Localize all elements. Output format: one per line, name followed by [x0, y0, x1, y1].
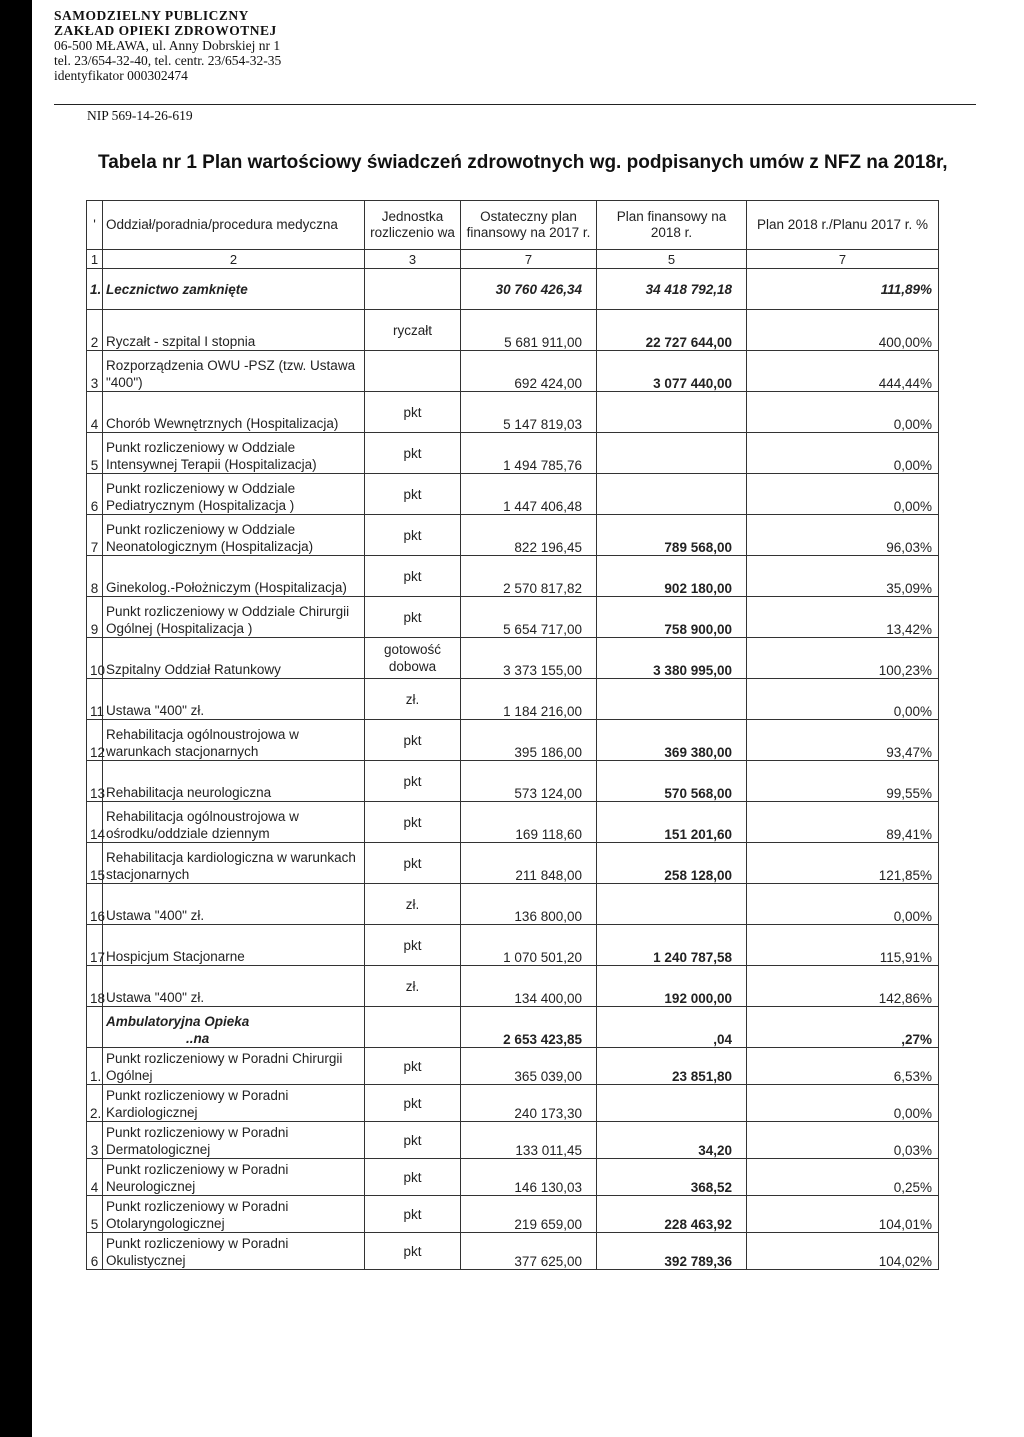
table-row — [87, 925, 939, 966]
row-ratio: 99,55% — [747, 761, 939, 802]
row-number: 4 — [87, 392, 103, 433]
row-number: 2. — [87, 1085, 103, 1122]
row-ratio: 121,85% — [747, 843, 939, 884]
table-row — [87, 966, 939, 1007]
section-ratio: 111,89% — [747, 269, 939, 310]
table-header-row — [87, 201, 939, 250]
document-title: Tabela nr 1 Plan wartościowy świadczeń zdrowotnych wg. podpisanych umów z NFZ na 2018r, — [98, 152, 948, 173]
row-number: 11 — [87, 679, 103, 720]
org-name-line2: ZAKŁAD OPIEKI ZDROWOTNEJ — [54, 23, 277, 38]
row-ratio: 0,00% — [747, 884, 939, 925]
row-number: 6 — [87, 1233, 103, 1270]
row-plan-2017: 5 147 819,03 — [461, 392, 597, 433]
section-unit — [365, 1007, 461, 1048]
row-number: 3 — [87, 1122, 103, 1159]
row-unit: pkt — [365, 1085, 461, 1122]
row-unit: gotowość dobowa — [365, 638, 461, 679]
row-ratio: 89,41% — [747, 802, 939, 843]
row-unit — [365, 351, 461, 392]
section-plan-2017: 30 760 426,34 — [461, 269, 597, 310]
row-unit: pkt — [365, 1159, 461, 1196]
row-plan-2018: 258 128,00 — [597, 843, 747, 884]
column-number: 1 — [87, 250, 103, 269]
row-ratio: 0,00% — [747, 433, 939, 474]
row-plan-2017: 136 800,00 — [461, 884, 597, 925]
row-unit: pkt — [365, 1233, 461, 1270]
section-no — [87, 1007, 103, 1048]
row-unit: pkt — [365, 1048, 461, 1085]
section-name — [103, 1007, 365, 1048]
row-number: 10 — [87, 638, 103, 679]
table-row — [87, 761, 939, 802]
table-row — [87, 474, 939, 515]
section-plan-2018: ,04 — [597, 1007, 747, 1048]
row-number: 12 — [87, 720, 103, 761]
row-ratio: 104,01% — [747, 1196, 939, 1233]
table-row — [87, 392, 939, 433]
row-unit: zł. — [365, 966, 461, 1007]
table-row — [87, 720, 939, 761]
row-plan-2017: 822 196,45 — [461, 515, 597, 556]
table-row — [87, 638, 939, 679]
row-number: 7 — [87, 515, 103, 556]
section-unit — [365, 269, 461, 310]
header-lp: ' — [87, 201, 103, 250]
row-name: Punkt rozliczeniowy w Poradni Okulistycznej — [103, 1233, 365, 1270]
table-row — [87, 515, 939, 556]
section-ratio: ,27% — [747, 1007, 939, 1048]
document-page — [32, 0, 1024, 1437]
ambulatory-rows — [87, 1048, 939, 1270]
row-ratio: 0,03% — [747, 1122, 939, 1159]
row-name: Punkt rozliczeniowy w Oddziale Chirurgii Ogólnej (Hospitalizacja ) — [103, 597, 365, 638]
row-plan-2017: 5 654 717,00 — [461, 597, 597, 638]
table-row — [87, 1196, 939, 1233]
row-plan-2017: 1 070 501,20 — [461, 925, 597, 966]
row-plan-2018 — [597, 433, 747, 474]
row-ratio: 6,53% — [747, 1048, 939, 1085]
row-number: 2 — [87, 310, 103, 351]
column-number: 7 — [747, 250, 939, 269]
row-name: Ustawa "400" zł. — [103, 884, 365, 925]
row-number: 1. — [87, 1048, 103, 1085]
row-plan-2017: 134 400,00 — [461, 966, 597, 1007]
column-number: 3 — [365, 250, 461, 269]
table-row — [87, 843, 939, 884]
row-ratio: 13,42% — [747, 597, 939, 638]
column-number: 2 — [103, 250, 365, 269]
row-plan-2018: 34,20 — [597, 1122, 747, 1159]
row-plan-2017: 573 124,00 — [461, 761, 597, 802]
row-plan-2017: 395 186,00 — [461, 720, 597, 761]
row-plan-2017: 1 447 406,48 — [461, 474, 597, 515]
row-name: Chorób Wewnętrznych (Hospitalizacja) — [103, 392, 365, 433]
table-row — [87, 556, 939, 597]
header-rule — [54, 104, 976, 105]
row-plan-2018: 1 240 787,58 — [597, 925, 747, 966]
row-name: Ustawa "400" zł. — [103, 966, 365, 1007]
row-plan-2017: 219 659,00 — [461, 1196, 597, 1233]
row-name: Hospicjum Stacjonarne — [103, 925, 365, 966]
table-row — [87, 1159, 939, 1196]
row-name: Punkt rozliczeniowy w Poradni Otolaryngologicznej — [103, 1196, 365, 1233]
section-plan-2017: 2 653 423,85 — [461, 1007, 597, 1048]
row-plan-2018: 392 789,36 — [597, 1233, 747, 1270]
section-name-line2: ..na — [186, 1031, 210, 1046]
row-unit: ryczałt — [365, 310, 461, 351]
row-unit: pkt — [365, 1196, 461, 1233]
table-row — [87, 884, 939, 925]
header-ratio: Plan 2018 r./Planu 2017 r. % — [747, 201, 939, 250]
row-name: Rehabilitacja kardiologiczna w warunkach stacjonarnych — [103, 843, 365, 884]
row-ratio: 96,03% — [747, 515, 939, 556]
inpatient-rows — [87, 310, 939, 1007]
row-plan-2017: 1 494 785,76 — [461, 433, 597, 474]
table-row — [87, 1233, 939, 1270]
row-plan-2017: 377 625,00 — [461, 1233, 597, 1270]
row-ratio: 0,25% — [747, 1159, 939, 1196]
column-number: 5 — [597, 250, 747, 269]
column-number-row — [87, 250, 939, 269]
row-name: Rozporządzenia OWU -PSZ (tzw. Ustawa "400") — [103, 351, 365, 392]
row-plan-2018: 902 180,00 — [597, 556, 747, 597]
row-unit: pkt — [365, 925, 461, 966]
section-row-ambulatory — [87, 1007, 939, 1048]
row-plan-2018 — [597, 679, 747, 720]
row-plan-2018 — [597, 392, 747, 433]
org-nip: NIP 569-14-26-619 — [87, 108, 193, 123]
header-plan-2018: Plan finansowy na 2018 r. — [597, 201, 747, 250]
row-plan-2017: 5 681 911,00 — [461, 310, 597, 351]
table-row — [87, 351, 939, 392]
row-plan-2018: 368,52 — [597, 1159, 747, 1196]
row-ratio: 444,44% — [747, 351, 939, 392]
table-row — [87, 1048, 939, 1085]
row-name: Punkt rozliczeniowy w Poradni Chirurgii Ogólnej — [103, 1048, 365, 1085]
row-number: 15 — [87, 843, 103, 884]
row-name: Punkt rozliczeniowy w Poradni Kardiologicznej — [103, 1085, 365, 1122]
row-unit: pkt — [365, 761, 461, 802]
row-unit: zł. — [365, 679, 461, 720]
row-name: Szpitalny Oddział Ratunkowy — [103, 638, 365, 679]
row-number: 8 — [87, 556, 103, 597]
row-unit: zł. — [365, 884, 461, 925]
row-plan-2018: 789 568,00 — [597, 515, 747, 556]
row-ratio: 0,00% — [747, 1085, 939, 1122]
row-ratio: 0,00% — [747, 679, 939, 720]
row-name: Punkt rozliczeniowy w Oddziale Intensywnej Terapii (Hospitalizacja) — [103, 433, 365, 474]
plan-table — [86, 200, 939, 1270]
row-plan-2018 — [597, 1085, 747, 1122]
row-plan-2017: 3 373 155,00 — [461, 638, 597, 679]
row-plan-2018: 758 900,00 — [597, 597, 747, 638]
table-row — [87, 679, 939, 720]
row-name: Punkt rozliczeniowy w Oddziale Pediatrycznym (Hospitalizacja ) — [103, 474, 365, 515]
row-plan-2018 — [597, 474, 747, 515]
row-plan-2017: 2 570 817,82 — [461, 556, 597, 597]
row-number: 4 — [87, 1159, 103, 1196]
row-unit: pkt — [365, 597, 461, 638]
row-name: Punkt rozliczeniowy w Poradni Dermatologicznej — [103, 1122, 365, 1159]
row-ratio: 93,47% — [747, 720, 939, 761]
org-phones: tel. 23/654-32-40, tel. centr. 23/654-32-35 — [54, 53, 282, 68]
section-plan-2018: 34 418 792,18 — [597, 269, 747, 310]
row-unit: pkt — [365, 474, 461, 515]
table-row — [87, 802, 939, 843]
row-plan-2017: 365 039,00 — [461, 1048, 597, 1085]
row-plan-2018: 3 380 995,00 — [597, 638, 747, 679]
row-number: 16 — [87, 884, 103, 925]
table-row — [87, 1085, 939, 1122]
row-name: Rehabilitacja neurologiczna — [103, 761, 365, 802]
row-ratio: 35,09% — [747, 556, 939, 597]
row-unit: pkt — [365, 515, 461, 556]
row-number: 13 — [87, 761, 103, 802]
row-unit: pkt — [365, 392, 461, 433]
row-number: 3 — [87, 351, 103, 392]
row-plan-2018: 570 568,00 — [597, 761, 747, 802]
table-row — [87, 1122, 939, 1159]
section-no: 1. — [87, 269, 103, 310]
section-name-line1: Ambulatoryjna Opieka — [106, 1014, 250, 1029]
header-settlement-unit: Jednostka rozliczenio wa — [365, 201, 461, 250]
row-ratio: 400,00% — [747, 310, 939, 351]
section-name: Lecznictwo zamknięte — [103, 269, 365, 310]
table-row — [87, 597, 939, 638]
org-address: 06-500 MŁAWA, ul. Anny Dobrskiej nr 1 — [54, 38, 281, 53]
row-number: 9 — [87, 597, 103, 638]
row-plan-2018: 3 077 440,00 — [597, 351, 747, 392]
row-ratio: 0,00% — [747, 474, 939, 515]
row-plan-2018: 192 000,00 — [597, 966, 747, 1007]
section-row-inpatient — [87, 269, 939, 310]
row-number: 5 — [87, 433, 103, 474]
row-plan-2018: 151 201,60 — [597, 802, 747, 843]
row-plan-2017: 1 184 216,00 — [461, 679, 597, 720]
row-plan-2018: 228 463,92 — [597, 1196, 747, 1233]
row-name: Punkt rozliczeniowy w Poradni Neurologicznej — [103, 1159, 365, 1196]
row-ratio: 142,86% — [747, 966, 939, 1007]
row-plan-2017: 692 424,00 — [461, 351, 597, 392]
row-ratio: 0,00% — [747, 392, 939, 433]
row-unit: pkt — [365, 802, 461, 843]
row-plan-2017: 169 118,60 — [461, 802, 597, 843]
header-plan-2017: Ostateczny plan finansowy na 2017 r. — [461, 201, 597, 250]
row-plan-2017: 146 130,03 — [461, 1159, 597, 1196]
row-number: 5 — [87, 1196, 103, 1233]
row-plan-2018: 23 851,80 — [597, 1048, 747, 1085]
row-plan-2017: 211 848,00 — [461, 843, 597, 884]
row-plan-2018 — [597, 884, 747, 925]
row-name: Ryczałt - szpital I stopnia — [103, 310, 365, 351]
row-unit: pkt — [365, 1122, 461, 1159]
row-number: 18 — [87, 966, 103, 1007]
row-name: Rehabilitacja ogólnoustrojowa w warunkach stacjonarnych — [103, 720, 365, 761]
row-name: Rehabilitacja ogólnoustrojowa w ośrodku/oddziale dziennym — [103, 802, 365, 843]
org-identifier: identyfikator 000302474 — [54, 68, 188, 83]
row-number: 17 — [87, 925, 103, 966]
table-row — [87, 433, 939, 474]
row-number: 6 — [87, 474, 103, 515]
row-unit: pkt — [365, 556, 461, 597]
row-unit: pkt — [365, 720, 461, 761]
row-plan-2017: 240 173,30 — [461, 1085, 597, 1122]
row-name: Ginekolog.-Położniczym (Hospitalizacja) — [103, 556, 365, 597]
row-plan-2018: 22 727 644,00 — [597, 310, 747, 351]
row-plan-2017: 133 011,45 — [461, 1122, 597, 1159]
row-name: Ustawa "400" zł. — [103, 679, 365, 720]
org-name-line1: SAMODZIELNY PUBLICZNY — [54, 8, 249, 23]
row-ratio: 104,02% — [747, 1233, 939, 1270]
row-ratio: 100,23% — [747, 638, 939, 679]
row-unit: pkt — [365, 433, 461, 474]
row-number: 14 — [87, 802, 103, 843]
header-unit-name: Oddział/poradnia/procedura medyczna — [103, 201, 365, 250]
letterhead — [54, 8, 281, 83]
column-number: 7 — [461, 250, 597, 269]
row-unit: pkt — [365, 843, 461, 884]
row-plan-2018: 369 380,00 — [597, 720, 747, 761]
row-name: Punkt rozliczeniowy w Oddziale Neonatologicznym (Hospitalizacja) — [103, 515, 365, 556]
table-row — [87, 310, 939, 351]
row-ratio: 115,91% — [747, 925, 939, 966]
